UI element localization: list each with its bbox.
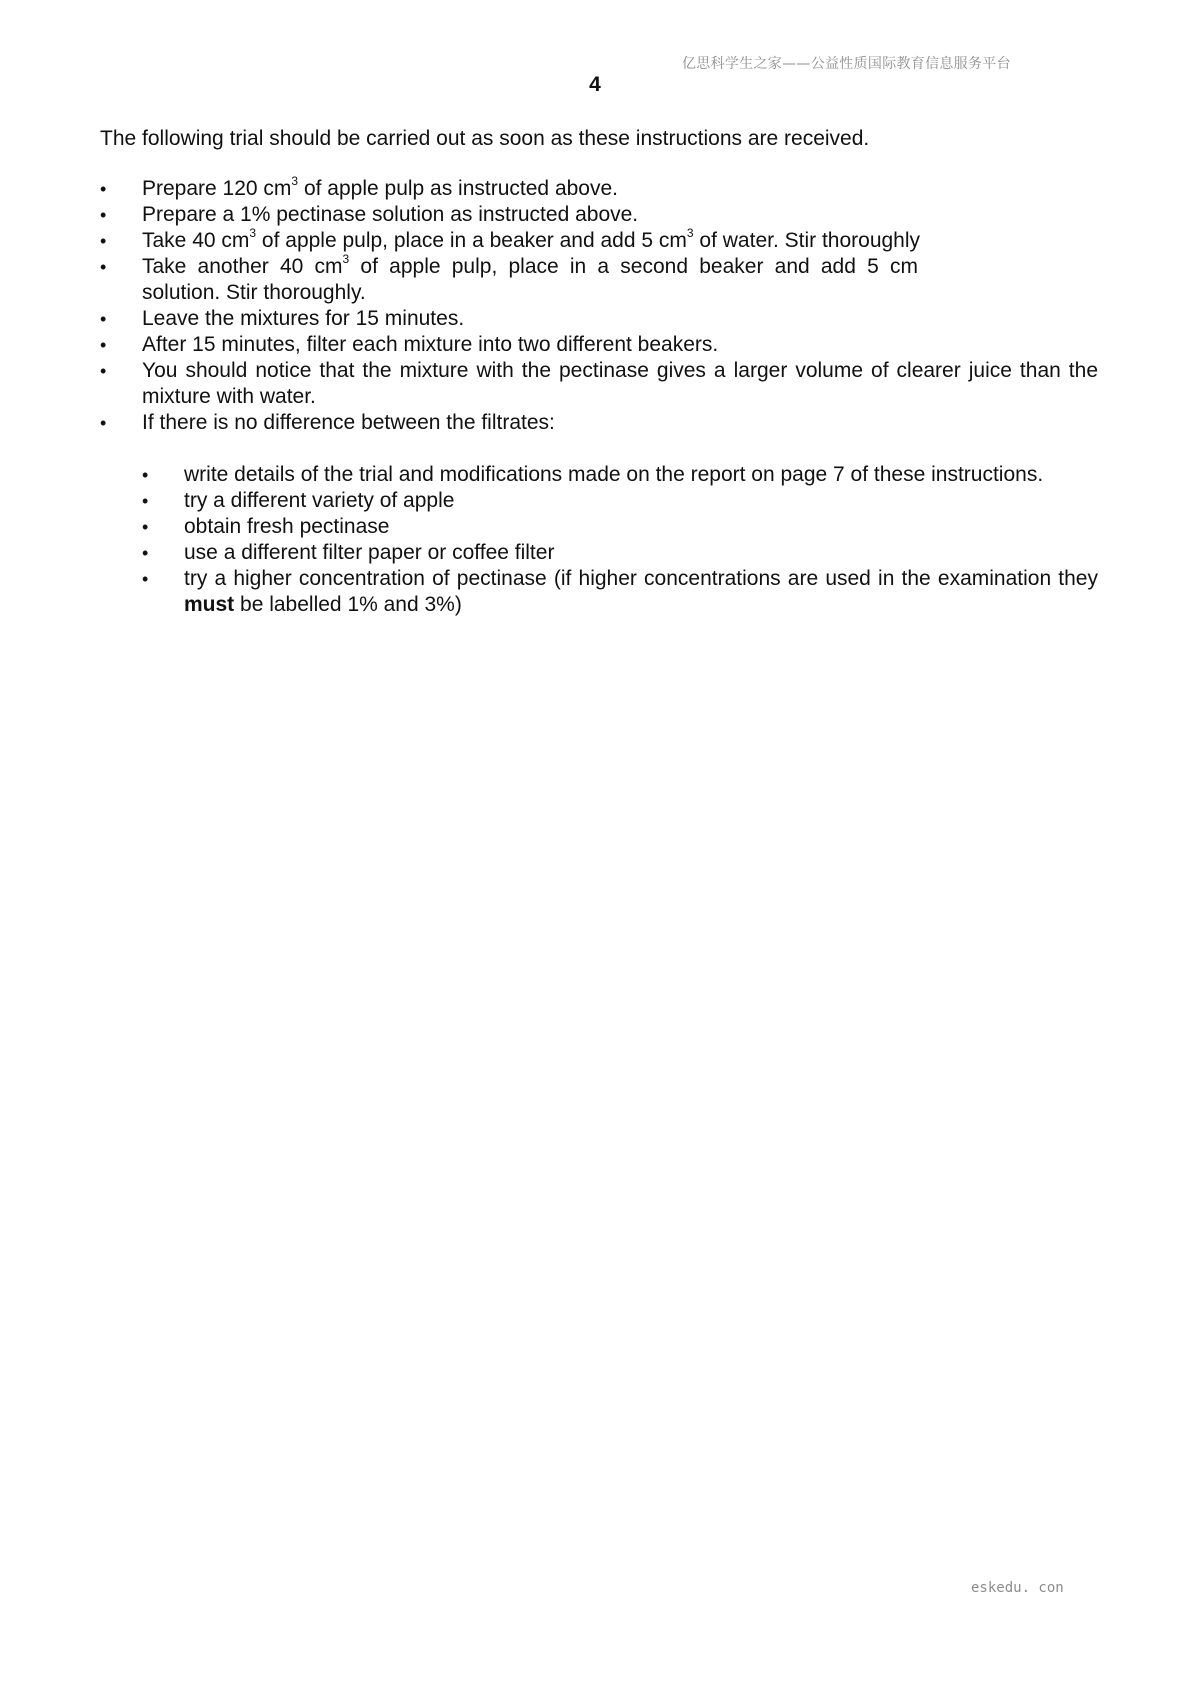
list-item	[142, 462, 1098, 488]
bullet-icon: •	[100, 335, 107, 355]
bullet-icon: •	[142, 491, 149, 511]
list-item	[142, 566, 1098, 618]
step-text: Take 40 $cm^3$ of apple pulp, place in a beaker and add 5 $cm^3$ of water. Stir thoroughly	[142, 226, 921, 252]
step-text: Prepare 120 $cm^3$ of apple pulp as instructed above.	[142, 174, 618, 200]
step-text: You should notice that the mixture with the pectinase gives a larger volume of clearer juice than the mixture with water.	[142, 359, 1098, 408]
sub-step-text: obtain fresh pectinase	[184, 515, 390, 538]
step-text: If there is no difference between the filtrates:	[142, 411, 555, 434]
list-item	[100, 306, 1098, 332]
bullet-icon: •	[100, 179, 107, 199]
list-item	[100, 176, 1098, 202]
header-watermark: 亿思科学生之家——公益性质国际教育信息服务平台	[682, 56, 1011, 72]
list-item	[100, 202, 1098, 228]
sub-step-text: use a different filter paper or coffee filter	[184, 541, 555, 564]
bullet-icon: •	[142, 543, 149, 563]
sub-step-text: try a different variety of apple	[184, 489, 455, 512]
bullet-icon: •	[100, 413, 107, 433]
footer-watermark: eskedu. con	[971, 1580, 1064, 1596]
bullet-icon: •	[142, 517, 149, 537]
list-item	[100, 332, 1098, 358]
sub-step-text: write details of the trial and modifications made on the report on page 7 of these instructions.	[184, 463, 1044, 486]
list-item	[100, 254, 1098, 306]
step-text-line-2: solution. Stir thoroughly.	[142, 281, 366, 304]
step-text: After 15 minutes, filter each mixture into two different beakers.	[142, 333, 719, 356]
bullet-icon: •	[100, 361, 107, 381]
list-item	[142, 488, 1098, 514]
bullet-icon: •	[142, 465, 149, 485]
emphasis-must: must	[184, 593, 235, 616]
bullet-icon: •	[142, 569, 149, 589]
page-number: 4	[589, 73, 601, 96]
list-item	[100, 228, 1098, 254]
bullet-icon: •	[100, 309, 107, 329]
trial-steps-list	[100, 176, 1098, 618]
step-text: Prepare a 1% pectinase solution as instructed above.	[142, 203, 639, 226]
intro-paragraph: The following trial should be carried out as soon as these instructions are received.	[100, 127, 870, 150]
bullet-icon: •	[100, 231, 107, 251]
sub-step-text: try a higher concentration of pectinase (if higher concentrations are used in the examination they must be labelled 1% and 3%)	[184, 567, 1098, 616]
list-item	[142, 540, 1098, 566]
list-item	[142, 514, 1098, 540]
bullet-icon: •	[100, 257, 107, 277]
bullet-icon: •	[100, 205, 107, 225]
list-item	[100, 410, 1098, 618]
step-text-line-1: Take another 40 $cm^3$ of apple pulp, place in a second beaker and add 5 cm	[142, 252, 918, 278]
modifications-list	[142, 462, 1098, 618]
step-text: Leave the mixtures for 15 minutes.	[142, 307, 465, 330]
list-item	[100, 358, 1098, 410]
